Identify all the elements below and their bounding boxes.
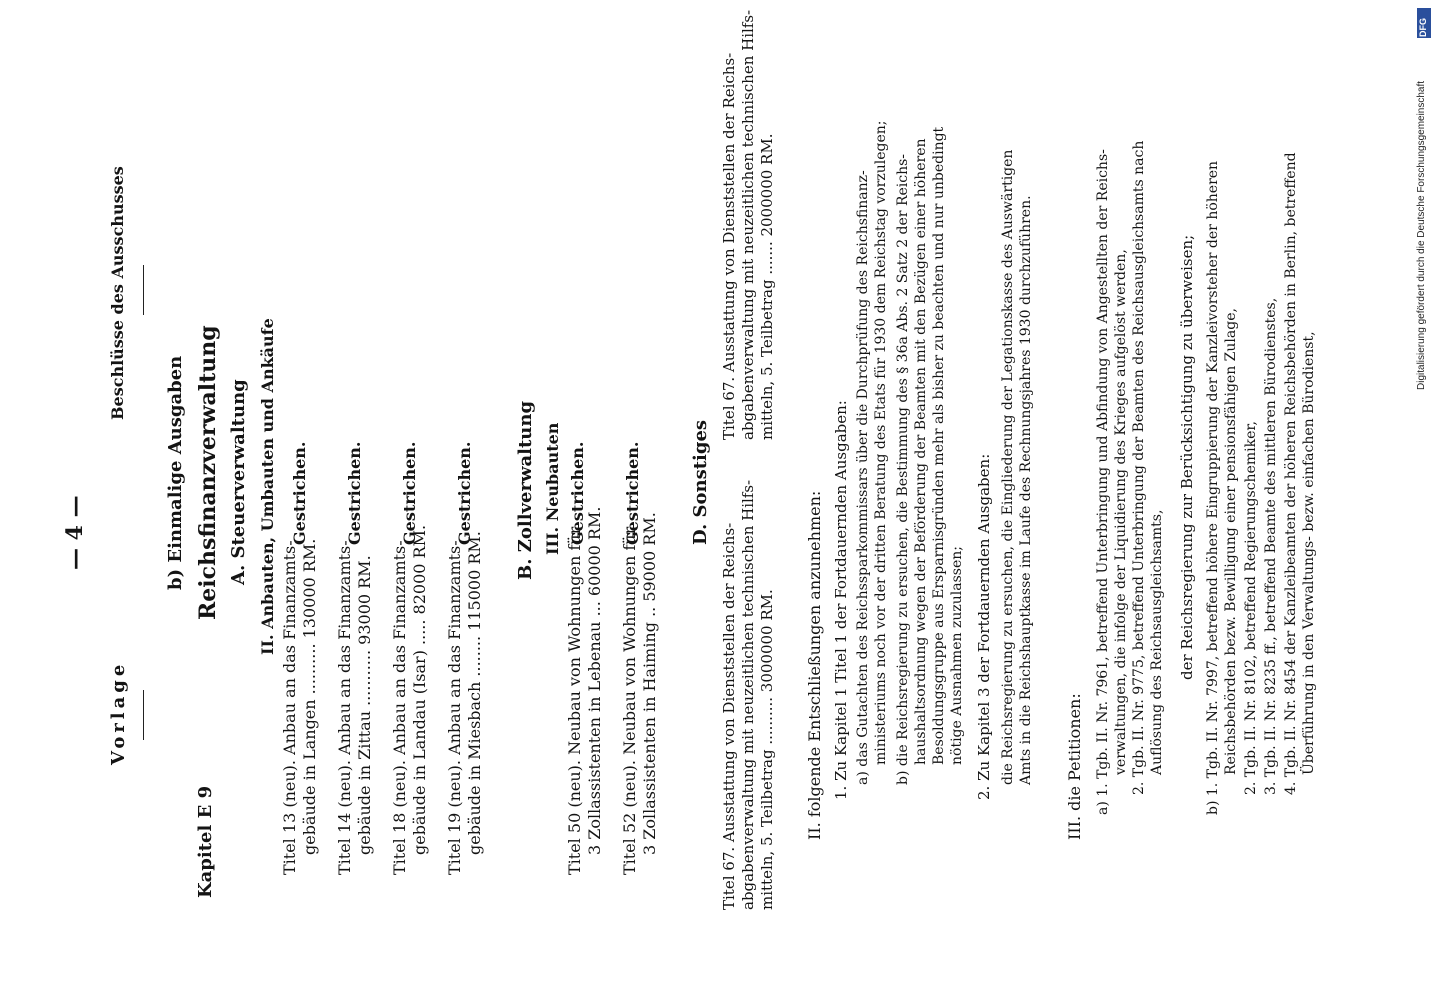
dfg-logo xyxy=(1417,8,1431,38)
kapitel-1-heading: 1. Zu Kapitel 1 Titel 1 der Fortdauernden Ausgaben: xyxy=(832,400,850,800)
titel-19-decision: Gestrichen. xyxy=(455,441,474,545)
titel-18-line2: gebäude in Landau (Isar) ..... 82000 RM. xyxy=(410,524,429,855)
part-b-heading: B. Zollverwaltung xyxy=(515,400,536,580)
kapitel-1-a-line1: a) das Gutachten des Reichssparkommissars über die Durchprüfung des Reichsfinanz- xyxy=(855,170,871,785)
kapitel-3-line1: die Reichsregierung zu ersuchen, die Eingliederung der Legationskasse des Auswärtigen xyxy=(1000,149,1016,785)
petition-b-line2: Reichsbehörden bezw. Bewilligung einer pensionsfähigen Zulage, xyxy=(1223,308,1239,775)
part-a-heading: A. Steuerverwaltung xyxy=(228,379,249,585)
header-left: Vorlage xyxy=(108,660,129,765)
petition-a-line4: Auflösung des Reichsausgleichsamts, xyxy=(1149,509,1165,775)
header-left-rule xyxy=(143,690,144,740)
part-d-heading: D. Sonstiges xyxy=(690,419,711,545)
kapitel-1-b-line2: haushaltsordnung wegen der Beförderung der Beamten mit den Bezügen einer höheren xyxy=(913,138,929,765)
titel-67-right-line2: abgabenverwaltung mit neuzeitlichen technischen Hilfs- xyxy=(739,9,757,440)
titel-18-line1: Titel 18 (neu). Anbau an das Finanzamts- xyxy=(390,540,409,875)
titel-50-decision: Gestrichen. xyxy=(568,441,587,545)
titel-52-line2: 3 Zollassistenten in Haiming .. 59000 RM. xyxy=(640,512,659,855)
titel-67-right-line3: mitteln, 5. Teilbetrag ....... 2000000 RM. xyxy=(758,133,776,440)
page-number: — 4 — xyxy=(62,495,88,570)
titel-18-decision: Gestrichen. xyxy=(400,441,419,545)
digitization-note-text: Digitalisierung gefördert durch die Deutsche Forschungsgemeinschaft xyxy=(1416,80,1427,390)
petition-a-conclusion: der Reichsregierung zur Berücksichtigung zu überweisen; xyxy=(1178,234,1196,680)
titel-50-line1: Titel 50 (neu). Neubau von Wohnungen für xyxy=(565,526,584,875)
titel-67-right-line1: Titel 67. Ausstattung von Dienststellen der Reichs- xyxy=(720,52,738,440)
entschliessungen-intro: II. folgende Entschließungen anzunehmen: xyxy=(805,490,824,840)
titel-67-left-line2: abgabenverwaltung mit neuzeitlichen technischen Hilfs- xyxy=(739,479,757,910)
part-b-iii-heading: III. Neubauten xyxy=(543,422,562,555)
petition-a-line2: verwaltungen, die infolge der Liquidierung des Krieges aufgelöst werden, xyxy=(1113,249,1129,775)
petition-b-line5: 4. Tgb. II. Nr. 8454 der Kanzleibeamten der höheren Reichsbehörden in Berlin, betreffend xyxy=(1283,152,1299,795)
titel-13-decision: Gestrichen. xyxy=(290,441,309,545)
titel-14-line1: Titel 14 (neu). Anbau an das Finanzamts- xyxy=(335,540,354,875)
titel-13-line1: Titel 13 (neu). Anbau an das Finanzamts- xyxy=(280,540,299,875)
dfg-logo-text: DFG xyxy=(1418,18,1428,37)
titel-19-line2: gebäude in Miesbach ........ 115000 RM. xyxy=(465,531,484,855)
section-subtitle: Reichsfinanzverwaltung xyxy=(195,325,221,620)
kapitel-heading: Kapitel E 9 xyxy=(195,785,216,898)
kapitel-1-b-line4: nötige Ausnahmen zuzulassen; xyxy=(949,546,965,765)
petition-a-line1: a) 1. Tgb. II. Nr. 7961, betreffend Unterbringung und Abfindung von Angestellten der Reichs- xyxy=(1095,149,1111,815)
titel-67-left-line3: mitteln, 5. Teilbetrag .......... 3000000 RM. xyxy=(758,589,776,910)
titel-50-line2: 3 Zollassistenten in Lebenau ... 60000 RM. xyxy=(585,506,604,855)
titel-67-left-line1: Titel 67. Ausstattung von Dienststellen der Reichs- xyxy=(720,522,738,910)
petition-b-line4: 3. Tgb. II. Nr. 8235 ff., betreffend Beamte des mittleren Bürodienstes, xyxy=(1263,297,1279,795)
kapitel-1-a-line2: ministeriums noch vor der dritten Beratung des Etats für 1930 dem Reichstag vorzulegen; xyxy=(873,120,889,765)
kapitel-3-line2: Amts in die Reichshauptkasse im Laufe des Rechnungsjahres 1930 durchzuführen. xyxy=(1018,195,1034,785)
titel-14-line2: gebäude in Zittau ........... 93000 RM. xyxy=(355,555,374,855)
kapitel-1-b-line1: b) die Reichsregierung zu ersuchen, die Bestimmung des § 36a Abs. 2 Satz 2 der Reichs- xyxy=(895,153,911,785)
header-right: Beschlüsse des Ausschusses xyxy=(108,166,127,420)
titel-52-decision: Gestrichen. xyxy=(623,441,642,545)
part-a-ii-heading: II. Anbauten, Umbauten und Ankäufe xyxy=(258,318,277,655)
kapitel-3-heading: 2. Zu Kapitel 3 der Fortdauernden Ausgaben: xyxy=(975,453,993,800)
petition-b-line1: b) 1. Tgb. II. Nr. 7997, betreffend höhere Eingruppierung der Kanzleivorsteher der höheren xyxy=(1205,160,1221,815)
titel-13-line2: gebäude in Langen .......... 130000 RM. xyxy=(300,538,319,855)
section-title: b) Einmalige Ausgaben xyxy=(165,355,186,590)
kapitel-1-b-line3: Besoldungsgruppe aus Ersparnisgründen mehr als bisher zu beachten und nur unbedingt xyxy=(931,126,947,765)
titel-19-line1: Titel 19 (neu). Anbau an das Finanzamts- xyxy=(445,540,464,875)
titel-52-line1: Titel 52 (neu). Neubau von Wohnungen für xyxy=(620,526,639,875)
header-right-rule xyxy=(143,265,144,315)
titel-14-decision: Gestrichen. xyxy=(345,441,364,545)
petitionen-intro: III. die Petitionen: xyxy=(1065,693,1084,840)
petition-b-line6: Überführung in den Verwaltungs- bezw. einfachen Bürodienst, xyxy=(1301,331,1317,775)
petition-b-line3: 2. Tgb. II. Nr. 8102, betreffend Regierungschemiker, xyxy=(1243,421,1259,795)
petition-a-line3: 2. Tgb. II. Nr. 9775, betreffend Unterbringung der Beamten des Reichsausgleichsamts nach xyxy=(1131,140,1147,795)
